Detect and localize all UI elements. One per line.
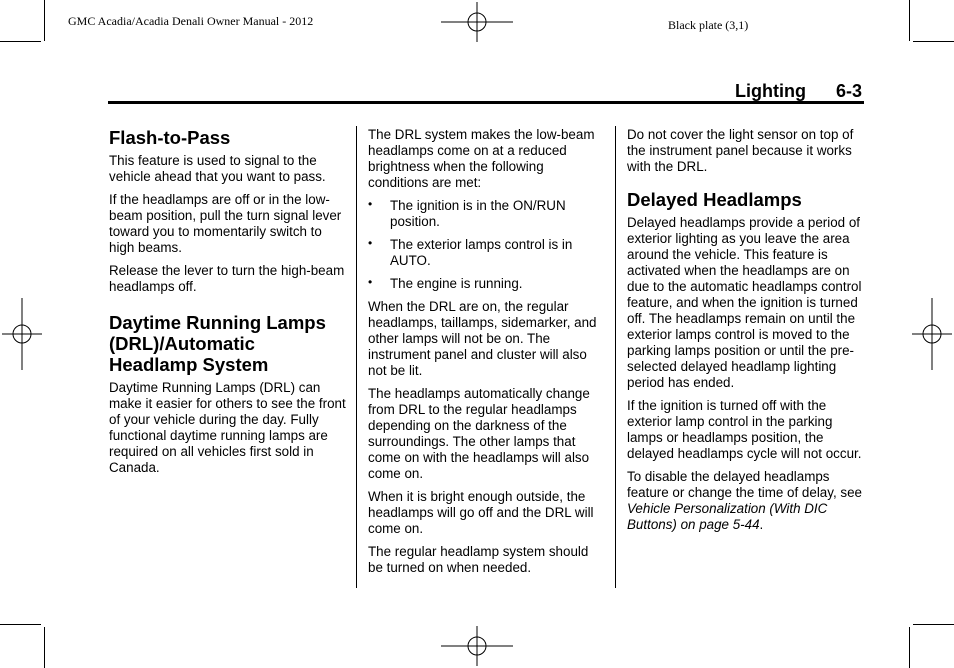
paragraph: If the ignition is turned off with the exterior lamp control in the parking lamps or headlamps position, the delayed headlamps cycle will not occur. (627, 398, 862, 461)
crop-mark (909, 0, 910, 41)
paragraph: This feature is used to signal to the vehicle ahead that you want to pass. (109, 153, 326, 184)
column-2 (368, 127, 602, 583)
crop-mark (0, 624, 41, 625)
page-number: 6-3 (835, 81, 862, 101)
manual-title: GMC Acadia/Acadia Denali Owner Manual - 2012 (68, 14, 314, 28)
list-item: • The exterior lamps control is in AUTO. (368, 237, 602, 269)
crop-mark (0, 41, 41, 42)
column-divider (615, 126, 616, 588)
header-rule (108, 101, 864, 104)
crop-mark (44, 0, 45, 41)
paragraph: When it is bright enough outside, the headlamps will go off and the DRL will come on. (368, 489, 594, 536)
registration-mark-top (441, 2, 513, 42)
section-header (735, 81, 862, 102)
crop-mark (909, 627, 910, 668)
plate-label: Black plate (3,1) (668, 18, 749, 32)
paragraph: Do not cover the light sensor on top of the instrument panel because it works with the DRL. (627, 127, 854, 174)
paragraph: Delayed headlamps provide a period of exterior lighting as you leave the area around the vehicle. This feature is activated when the headlamps are on due to the automatic headlamps control feature, and when the ignition is turned off. The headlamps remain on until the exterior lamps control is moved to the parking lamps position or until the pre-selected delayed headlamp lighting period has ended. (627, 215, 862, 390)
registration-mark-right (912, 298, 952, 370)
column-divider (356, 126, 357, 588)
registration-mark-left (2, 298, 42, 370)
heading-delayed-headlamps: Delayed Headlamps (627, 189, 802, 210)
heading-flash-to-pass: Flash-to-Pass (109, 127, 231, 148)
paragraph: Daytime Running Lamps (DRL) can make it easier for others to see the front of your vehicle during the day. Fully functional daytime running lamps are required on all vehicles first sold in Canada. (109, 380, 346, 475)
cross-reference-link[interactable]: Vehicle Personalization (With DIC Buttons) on page 5-44 (627, 501, 828, 532)
paragraph-text: To disable the delayed headlamps feature or change the time of delay, see (627, 469, 862, 500)
list-item: • The ignition is in the ON/RUN position. (368, 198, 602, 230)
list-item: • The engine is running. (368, 276, 602, 292)
conditions-list (368, 198, 602, 292)
section-title: Lighting (735, 81, 806, 101)
column-1 (109, 127, 347, 483)
paragraph: Release the lever to turn the high-beam headlamps off. (109, 263, 345, 294)
paragraph: If the headlamps are off or in the low-beam position, pull the turn signal lever toward you to momentarily switch to high beams. (109, 192, 342, 255)
registration-mark-bottom (441, 626, 513, 666)
crop-mark (44, 627, 45, 668)
paragraph: The DRL system makes the low-beam headlamps come on at a reduced brightness when the following conditions are met: (368, 127, 595, 190)
paragraph (627, 469, 867, 533)
heading-drl: Daytime Running Lamps (DRL)/Automatic Headlamp System (109, 312, 326, 375)
paragraph-text: . (759, 517, 764, 532)
paragraph: When the DRL are on, the regular headlamps, taillamps, sidemarker, and other lamps will not be on. The instrument panel and cluster will also not be lit. (368, 299, 597, 378)
paragraph: The regular headlamp system should be turned on when needed. (368, 544, 589, 575)
paragraph: The headlamps automatically change from DRL to the regular headlamps depending on the darkness of the surroundings. The other lamps that come on with the headlamps will also come on. (368, 386, 590, 481)
crop-mark (913, 41, 954, 42)
column-3 (627, 127, 867, 540)
crop-mark (913, 624, 954, 625)
